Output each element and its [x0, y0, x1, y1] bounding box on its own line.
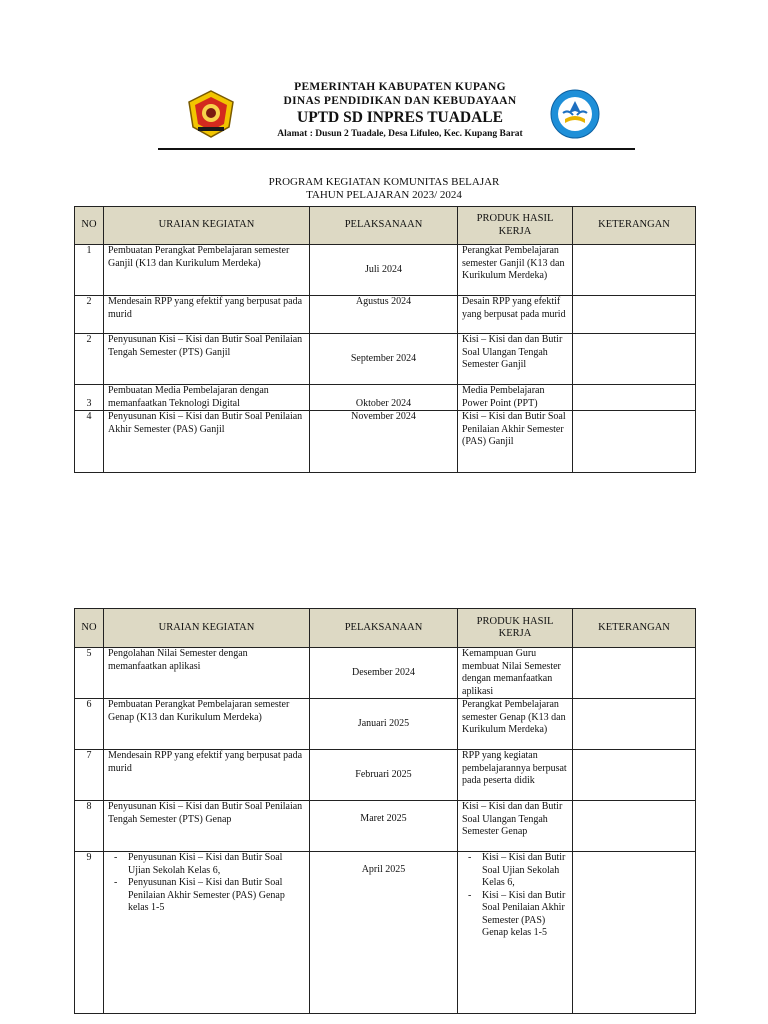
cell-uraian: Mendesain RPP yang efektif yang berpusat pada murid: [104, 296, 310, 334]
cell-uraian: Pembuatan Perangkat Pembelajaran semester Ganjil (K13 dan Kurikulum Merdeka): [104, 245, 310, 296]
cell-keterangan: [573, 334, 696, 385]
cell-pelaksanaan: Februari 2025: [310, 750, 458, 801]
cell-uraian: Pembuatan Media Pembelajaran dengan memanfaatkan Teknologi Digital: [104, 385, 310, 411]
cell-no: 6: [75, 699, 104, 750]
letterhead-address: Alamat : Dusun 2 Tuadale, Desa Lifuleo, Kec. Kupang Barat: [277, 129, 523, 139]
cell-uraian: Penyusunan Kisi – Kisi dan Butir Soal Penilaian Tengah Semester (PTS) Ganjil: [104, 334, 310, 385]
cell-produk: Kemampuan Guru membuat Nilai Semester dengan memanfaatkan aplikasi: [458, 648, 573, 699]
list-item: - Kisi – Kisi dan Butir Soal Penilaian Akhir Semester (PAS) Genap kelas 1-5: [482, 890, 568, 940]
list-item: - Penyusunan Kisi – Kisi dan Butir Soal Penilaian Akhir Semester (PAS) Genap kelas 1-5: [128, 877, 305, 915]
cell-no: 2: [75, 296, 104, 334]
table-row: [75, 385, 696, 411]
cell-pelaksanaan: September 2024: [310, 334, 458, 385]
col-produk: PRODUK HASIL KERJA: [458, 207, 573, 245]
table-header-row: [75, 207, 696, 245]
cell-no: 2: [75, 334, 104, 385]
table-row: [75, 648, 696, 699]
program-table-1: [74, 206, 696, 473]
table-row: [75, 296, 696, 334]
program-table-2: [74, 608, 696, 1014]
cell-keterangan: [573, 245, 696, 296]
cell-pelaksanaan: April 2025: [310, 852, 458, 1014]
cell-keterangan: [573, 296, 696, 334]
col-no: NO: [75, 609, 104, 648]
cell-keterangan: [573, 648, 696, 699]
cell-uraian: Mendesain RPP yang efektif yang berpusat pada murid: [104, 750, 310, 801]
cell-uraian: Pembuatan Perangkat Pembelajaran semester Genap (K13 dan Kurikulum Merdeka): [104, 699, 310, 750]
cell-produk: Kisi – Kisi dan dan Butir Soal Ulangan Tengah Semester Genap: [458, 801, 573, 852]
tut-wuri-handayani-emblem-icon: [550, 89, 600, 139]
table-row: [75, 334, 696, 385]
cell-keterangan: [573, 699, 696, 750]
cell-no: 3: [75, 385, 104, 411]
letterhead: [230, 80, 570, 140]
cell-pelaksanaan: Januari 2025: [310, 699, 458, 750]
col-produk: PRODUK HASIL KERJA: [458, 609, 573, 648]
list-item: - Penyusunan Kisi – Kisi dan Butir Soal Ujian Sekolah Kelas 6,: [128, 852, 305, 877]
cell-keterangan: [573, 385, 696, 411]
document-title-line-2: TAHUN PELAJARAN 2023/ 2024: [306, 189, 462, 201]
cell-uraian: [104, 852, 310, 1014]
cell-no: 9: [75, 852, 104, 1014]
table-row: [75, 852, 696, 1014]
cell-keterangan: [573, 852, 696, 1014]
produk-list: [462, 852, 568, 940]
table-row: [75, 699, 696, 750]
cell-no: 7: [75, 750, 104, 801]
cell-produk: Perangkat Pembelajaran semester Ganjil (K13 dan Kurikulum Merdeka): [458, 245, 573, 296]
col-uraian: URAIAN KEGIATAN: [104, 609, 310, 648]
cell-pelaksanaan: Agustus 2024: [310, 296, 458, 334]
table-row: [75, 245, 696, 296]
cell-produk: Media Pembelajaran Power Point (PPT): [458, 385, 573, 411]
table-row: [75, 801, 696, 852]
cell-uraian: Penyusunan Kisi – Kisi dan Butir Soal Penilaian Tengah Semester (PTS) Genap: [104, 801, 310, 852]
col-keterangan: KETERANGAN: [573, 207, 696, 245]
col-pelaksanaan: PELAKSANAAN: [310, 609, 458, 648]
cell-produk: Desain RPP yang efektif yang berpusat pada murid: [458, 296, 573, 334]
letterhead-divider: [158, 148, 635, 150]
cell-no: 4: [75, 411, 104, 473]
table-header-row: [75, 609, 696, 648]
col-uraian: URAIAN KEGIATAN: [104, 207, 310, 245]
cell-pelaksanaan: Oktober 2024: [310, 385, 458, 411]
cell-no: 8: [75, 801, 104, 852]
document-title: [200, 176, 568, 202]
letterhead-department: DINAS PENDIDIKAN DAN KEBUDAYAAN: [283, 95, 517, 107]
cell-keterangan: [573, 750, 696, 801]
col-keterangan: KETERANGAN: [573, 609, 696, 648]
cell-no: 1: [75, 245, 104, 296]
cell-pelaksanaan: Desember 2024: [310, 648, 458, 699]
cell-keterangan: [573, 801, 696, 852]
cell-no: 5: [75, 648, 104, 699]
letterhead-school-name: UPTD SD INPRES TUADALE: [297, 109, 503, 126]
cell-produk: RPP yang kegiatan pembelajarannya berpusat pada peserta didik: [458, 750, 573, 801]
letterhead-government: PEMERINTAH KABUPATEN KUPANG: [294, 81, 506, 93]
uraian-list: [108, 852, 305, 915]
kupang-regency-emblem-icon: [186, 89, 236, 139]
cell-pelaksanaan: Juli 2024: [310, 245, 458, 296]
cell-produk: Perangkat Pembelajaran semester Genap (K13 dan Kurikulum Merdeka): [458, 699, 573, 750]
cell-uraian: Penyusunan Kisi – Kisi dan Butir Soal Penilaian Akhir Semester (PAS) Ganjil: [104, 411, 310, 473]
table-row: [75, 750, 696, 801]
col-pelaksanaan: PELAKSANAAN: [310, 207, 458, 245]
cell-produk: Kisi – Kisi dan Butir Soal Penilaian Akhir Semester (PAS) Ganjil: [458, 411, 573, 473]
cell-uraian: Pengolahan Nilai Semester dengan memanfaatkan aplikasi: [104, 648, 310, 699]
cell-pelaksanaan: November 2024: [310, 411, 458, 473]
table-row: [75, 411, 696, 473]
col-no: NO: [75, 207, 104, 245]
cell-produk: Kisi – Kisi dan dan Butir Soal Ulangan Tengah Semester Ganjil: [458, 334, 573, 385]
cell-keterangan: [573, 411, 696, 473]
cell-pelaksanaan: Maret 2025: [310, 801, 458, 852]
document-title-line-1: PROGRAM KEGIATAN KOMUNITAS BELAJAR: [268, 176, 500, 188]
cell-produk: [458, 852, 573, 1014]
list-item: - Kisi – Kisi dan Butir Soal Ujian Sekolah Kelas 6,: [482, 852, 568, 890]
